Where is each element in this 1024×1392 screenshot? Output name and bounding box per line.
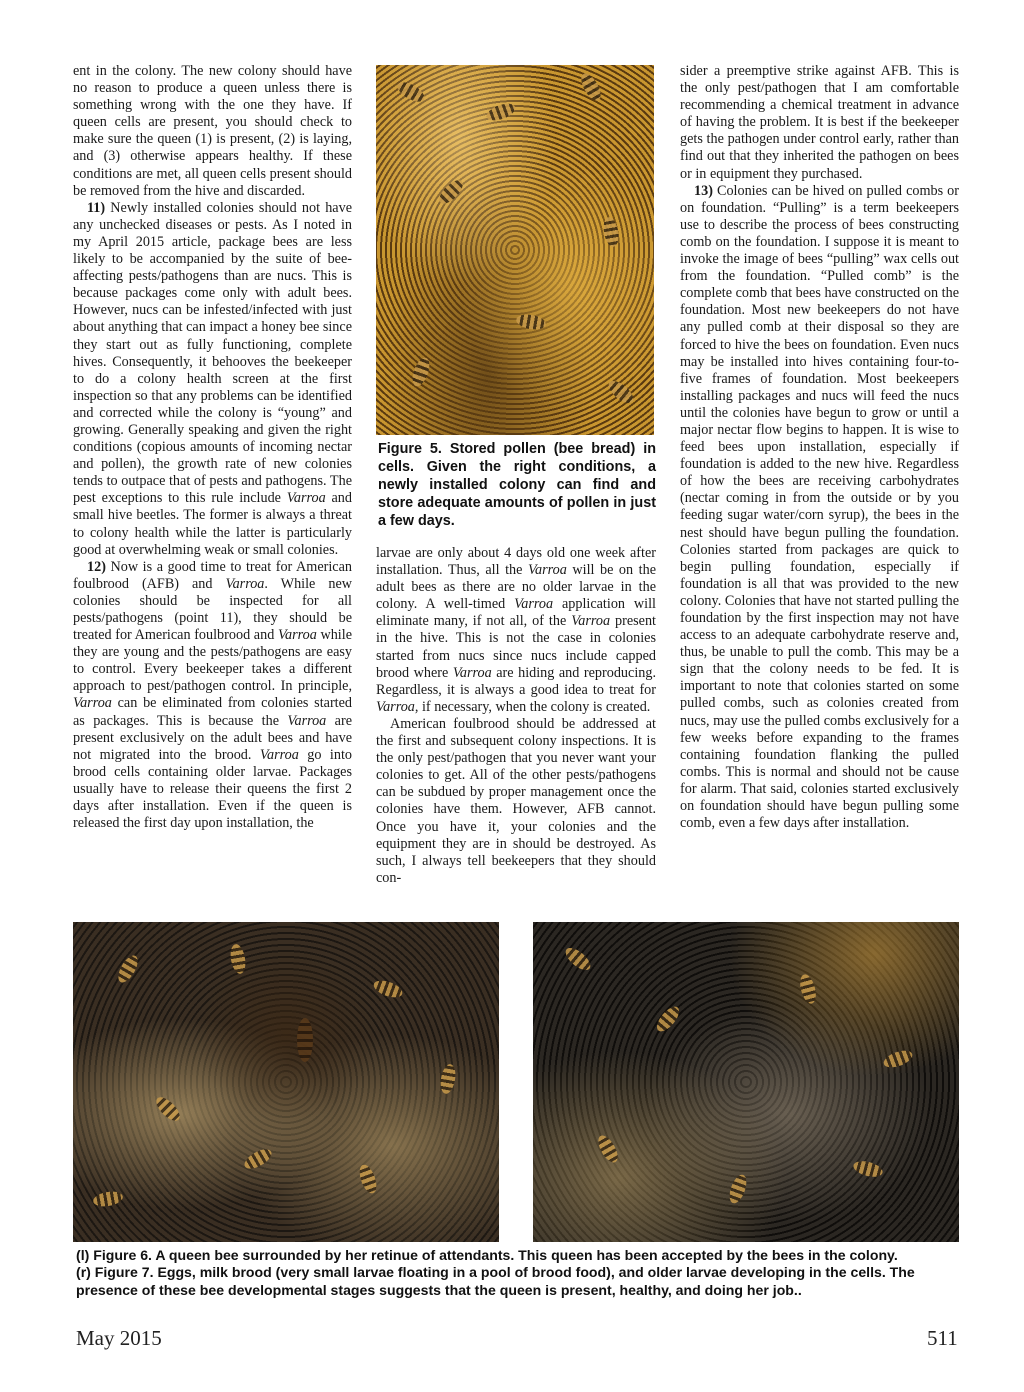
paragraph-text: go into brood cells containing older larvae. Packages usually have to release their queens the first 2 days after installation. Even if the queen is released the first day upon installation, the: [73, 746, 352, 832]
bee-shape: [726, 1173, 749, 1206]
bee-shape: [439, 1063, 458, 1095]
paragraph: [73, 559, 352, 833]
bee-shape: [114, 953, 141, 986]
bee-shape: [882, 1047, 915, 1070]
bee-shape: [605, 377, 637, 407]
point-number: 13): [694, 182, 713, 199]
bee-shape: [229, 943, 248, 975]
paragraph: [73, 200, 352, 559]
bee-shape: [797, 973, 818, 1006]
text-column-right: [680, 63, 959, 832]
paragraph: [680, 183, 959, 833]
paragraph: American foulbrood should be addressed at the first and subsequent colony inspections. It is the only pest/pathogen that you never want your colonies to get. All of the other pests/pathogens can be subdued by proper management once the colonies have them. However, AFB cannot. Once you have it, your colonies and the equipment they are in should be destroyed. As such, I always tell beekeepers that they should con-: [376, 715, 656, 886]
figure-6-caption-line: (l) Figure 6. A queen bee surrounded by her retinue of attendants. This queen has been accepted by the bees in the colony.: [76, 1247, 898, 1263]
figure-6-7-caption: [76, 1247, 966, 1299]
paragraph-text: will be on the adult bees as there are no older larvae in the colony. A well-timed: [376, 562, 656, 613]
bee-shape: [242, 1145, 275, 1172]
bee-shape: [372, 977, 405, 1000]
paragraph-text: while they are young and the pests/pathogens are easy to control. Every beekeeper takes a different approach to pest/pathogen control. In principle,: [73, 627, 352, 695]
bee-shape: [562, 944, 594, 974]
italic-term: Varroa: [286, 490, 326, 507]
italic-term: Varroa: [571, 613, 611, 630]
italic-term: Varroa: [277, 627, 317, 644]
paragraph-text: , if necessary, when the colony is created.: [414, 698, 651, 715]
bee-shape: [602, 216, 621, 248]
paragraph: [376, 545, 656, 716]
figure-5-photo-pollen-comb: [376, 65, 654, 435]
paragraph-text: are hiding and reproducing. Regardless, it is always a good idea to treat for: [376, 664, 656, 698]
bee-shape: [92, 1190, 124, 1209]
bee-shape: [395, 78, 428, 105]
figure-7-caption-line: (r) Figure 7. Eggs, milk brood (very small larvae floating in a pool of brood food), and older larvae developing in the cells. The presence of these bee developmental stages suggests that the queen is present, healthy, and doing her job..: [76, 1264, 915, 1298]
bee-shape: [515, 313, 547, 332]
bee-shape: [356, 1163, 379, 1196]
paragraph-text: and small hive beetles. The former is always a threat to colony health while the latter is particularly good at overwhelming weak or small colonies.: [73, 490, 352, 558]
figure-5-caption: Figure 5. Stored pollen (bee bread) in cells. Given the right conditions, a newly installed colony can find and store adequate amounts of pollen in just a few days.: [378, 441, 656, 529]
bee-shape: [435, 176, 466, 207]
paragraph-text: . While new colonies should be inspected for all pests/pathogens (point 11), they should be treated for American foulbrood and: [73, 575, 352, 644]
paragraph: sider a preemptive strike against AFB. This is the only pest/pathogen that I am comfortable recommending a chemical treatment in advance of having the problem. It is best if the beekeeper gets the pathogen under control early, rather than find out that they inherited the pathogen on bees or in equipment they purchased.: [680, 63, 959, 182]
bee-shape: [852, 1158, 885, 1179]
text-column-left: [73, 63, 352, 832]
figure-6-photo-queen-retinue: [73, 922, 499, 1242]
italic-term: Varroa: [259, 746, 299, 763]
italic-term: Varroa: [514, 596, 554, 613]
italic-term: Varroa: [527, 562, 567, 579]
paragraph-text: can be eliminated from colonies started as packages. This is because the: [73, 695, 352, 729]
bee-shape: [577, 71, 604, 104]
paragraph-text: Colonies can be hived on pulled combs or on foundation. “Pulling” is a term beekeepers use to describe the process of bees constructing comb on the foundation. I suppose it is meant to invoke the image of bees “pulling” wax cells out from the foundation. “Pulled comb” is the complete comb that bees have constructed on the foundation. Most new beekeepers do not have any pulled comb at their disposal so they are forced to hive the bees on foundation. Even nucs may be installed into hives containing four-to-five frames of foundation. Most beekeepers installing packages and nucs will feed the nucs until the colonies have begun to grow or until a major nectar flow begins to happen. It is wise to feed bees upon installation, especially if foundation is added to the new hive. Regardless of how the bees are receiving carbohydrates (nectar coming in from the outside or by you feeding sugar water/corn syrup), the bees in the nest should have begun pulling the foundation. Colonies started from packages are quick to begin pulling foundation, especially if foundation is all that was provided to the new colony. Colonies that have not started pulling the foundation by the first inspection may not have access to an adequate carbohydrate reserve and, thus, be unable to pull the comb. This may be a sign that the colony needs to be fed. It is important to note that colonies started on some pulled combs, such as colonies created from nucs, may use the pulled combs exclusively for a few weeks before expanding to the frames containing foundation flanking the pulled combs. This is normal and should not be cause for alarm. That said, colonies started exclusively on foundation should have begun pulling some comb, even a few days after installation.: [680, 182, 959, 832]
italic-term: Varroa: [452, 664, 492, 681]
bee-shape: [152, 1093, 183, 1124]
bee-shape: [409, 356, 432, 389]
footer-issue-date: May 2015: [76, 1326, 162, 1350]
queen-bee-shape: [297, 1018, 313, 1062]
italic-term: Varroa: [287, 712, 327, 729]
footer-page-number: 511: [927, 1326, 958, 1350]
point-number: 12): [87, 558, 106, 575]
paragraph-text: Now is a good time to treat for American foulbrood (AFB) and: [73, 558, 352, 592]
italic-term: Varroa: [376, 698, 415, 715]
paragraph: ent in the colony. The new colony should have no reason to produce a queen unless there is something wrong with the one they have. If queen cells are present, you should check to make sure the queen (1) is present, (2) is laying, and (3) otherwise appears healthy. If these conditions are met, all queen cells present should be removed from the hive and discarded.: [73, 63, 352, 199]
paragraph-text: application will eliminate many, if not all, of the: [376, 596, 656, 630]
bee-shape: [653, 1003, 683, 1035]
italic-term: Varroa: [73, 695, 112, 712]
paragraph-text: are present exclusively on the adult bees and have not migrated into the brood.: [73, 712, 352, 763]
paragraph-text: larvae are only about 4 days old one week after installation. Thus, all the: [376, 545, 656, 579]
paragraph-text: present in the hive. This is not the case in colonies started from nucs since nucs include capped brood where: [376, 613, 656, 681]
bee-shape: [594, 1133, 621, 1166]
bee-shape: [485, 100, 518, 123]
italic-term: Varroa: [225, 575, 265, 592]
paragraph-text: Newly installed colonies should not have any unchecked diseases or pests. As I noted in my April 2015 article, package bees are less likely to be accompanied by the suite of bee-affecting pests/pathogens than are nucs. This is because packages come only with adult bees. However, nucs can be infested/infected with just about anything that can impact a honey bee since they start out as fully functioning, complete hives. Consequently, it behooves the beekeeper to do a colony health screen at the first inspection so that any problems can be identified and corrected while the colony is “young” and growing. Generally speaking and given the right conditions (copious amounts of incoming nectar and pollen), the growth rate of new colonies tends to outpace that of pests and pathogens. The pest exceptions to this rule include: [73, 199, 352, 507]
text-column-middle: [376, 545, 656, 887]
point-number: 11): [87, 199, 106, 216]
figure-7-photo-brood-cells: [533, 922, 959, 1242]
